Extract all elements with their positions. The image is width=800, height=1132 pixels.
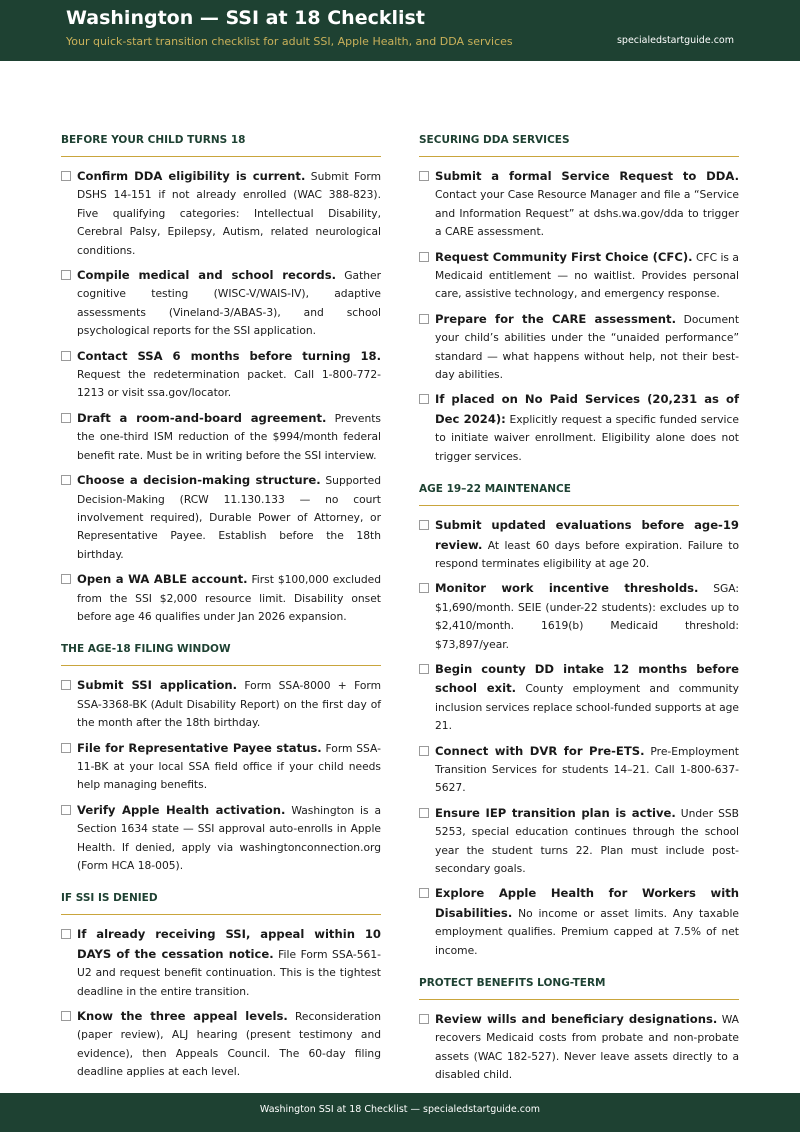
- item-heading: Ensure IEP transition plan is active.: [435, 805, 676, 820]
- checkbox[interactable]: [419, 252, 429, 262]
- checklist-item: [61, 347, 381, 403]
- checkbox[interactable]: [61, 929, 71, 939]
- section-protect-benefits-long-term: [419, 977, 739, 1110]
- checkbox[interactable]: [61, 351, 71, 361]
- item-text: WA recovers Medicaid costs from probate and non-probate assets (WAC 182-527). Never leave assets directly to a disabled child.: [435, 1013, 739, 1082]
- checklist-item: [61, 266, 381, 341]
- item-text: Under SSB 5253, special education continues through the school year the student turns 22. Plan must include post-secondary goals.: [435, 806, 740, 875]
- item-text: Prevents the one-third ISM reduction of the $994/month federal benefit rate. Must be in writing before the SSI interview.: [77, 411, 381, 462]
- checklist-item: [61, 676, 381, 732]
- checkbox[interactable]: [419, 583, 429, 593]
- page-title: Washington — SSI at 18 Checklist: [66, 7, 425, 29]
- checkbox[interactable]: [61, 680, 71, 690]
- checklist-item: [61, 471, 381, 564]
- section-age-19-22-maintenance: [419, 483, 739, 960]
- item-text: Supported Decision-Making (RCW 11.130.133 — no court involvement required), Durable Power of Attorney, or Representative Payee. Establish before the 18th birthday.: [77, 474, 381, 561]
- left-column: [61, 134, 381, 1099]
- section-title: IF SSI IS DENIED: [61, 892, 381, 915]
- checklist-item: [61, 925, 381, 1001]
- item-text: Pre-Employment Transition Services for students 14–21. Call 1-800-637-5627.: [435, 744, 740, 795]
- checkbox[interactable]: [419, 314, 429, 324]
- checkbox[interactable]: [419, 394, 429, 404]
- item-heading: If already receiving SSI, appeal within 10 DAYS of the cessation notice.: [77, 927, 381, 961]
- checkbox[interactable]: [419, 746, 429, 756]
- section-title: PROTECT BENEFITS LONG-TERM: [419, 977, 739, 1000]
- item-heading: Monitor work incentive thresholds.: [435, 581, 699, 596]
- checklist-item: [419, 579, 739, 654]
- section-if-ssi-is-denied: [61, 892, 381, 1081]
- item-text: Form SSA-11-BK at your local SSA field office if your child needs help managing benefits.: [77, 741, 381, 792]
- item-text: CFC is a Medicaid entitlement — no waitlist. Provides personal care, assistive technology, and emergency response.: [435, 250, 739, 301]
- item-heading: Submit a formal Service Request to DDA.: [435, 169, 739, 183]
- item-heading: Begin county DD intake 12 months before school exit.: [435, 661, 739, 696]
- item-heading: Open a WA ABLE account.: [77, 572, 248, 587]
- item-heading: Submit SSI application.: [77, 678, 238, 693]
- item-text: Reconsideration (paper review), ALJ hearing (present testimony and evidence), then Appeals Council. The 60-day filing deadline applies at each level.: [77, 1010, 381, 1079]
- checklist-item: [419, 390, 739, 466]
- item-heading: Verify Apple Health activation.: [77, 802, 286, 817]
- item-heading: Submit updated evaluations before age-19 review.: [435, 518, 739, 552]
- checkbox[interactable]: [419, 664, 429, 674]
- item-heading: Confirm DDA eligibility is current.: [77, 169, 306, 183]
- item-text: Explicitly request a specific funded service to initiate waiver enrollment. Eligibility alone does not trigger services.: [435, 412, 739, 463]
- checkbox[interactable]: [61, 270, 71, 280]
- item-heading: Explore Apple Health for Workers with Disabilities.: [435, 886, 739, 920]
- item-text: Document your child’s abilities under the “unaided performance” standard — what happens without help, not their best-day abilities.: [435, 312, 740, 382]
- item-text: At least 60 days before expiration. Failure to respond terminates eligibility at age 20.: [435, 538, 739, 570]
- checklist-item: [61, 409, 381, 465]
- item-text: First $100,000 excluded from the SSI $2,000 resource limit. Disability onset before age 46 qualifies under Jan 2026 expansion.: [77, 573, 381, 623]
- checklist-item: [419, 660, 739, 736]
- item-text: File Form SSA-561-U2 and request benefit continuation. This is the tightest deadline in the entire transition.: [77, 947, 382, 998]
- item-text: Washington is a Section 1634 state — SSI approval auto-enrolls in Apple Health. If denied, apply via washingtonconnection.org (Form HCA 18-005).: [77, 803, 381, 872]
- item-text: Request the redetermination packet. Call 1-800-772-1213 or visit ssa.gov/locator.: [77, 368, 381, 400]
- checkbox[interactable]: [61, 805, 71, 815]
- section-title: AGE 19–22 MAINTENANCE: [419, 483, 739, 506]
- page-header: [0, 0, 800, 61]
- section-the-age-18-filing-window: [61, 643, 381, 875]
- item-heading: Draft a room-and-board agreement.: [77, 410, 327, 425]
- checkbox[interactable]: [61, 171, 71, 181]
- checkbox[interactable]: [419, 1014, 429, 1024]
- section-title: THE AGE-18 FILING WINDOW: [61, 643, 381, 666]
- section-title: BEFORE YOUR CHILD TURNS 18: [61, 134, 381, 157]
- checkbox[interactable]: [61, 1011, 71, 1021]
- section-title: SECURING DDA SERVICES: [419, 134, 739, 157]
- checkbox[interactable]: [61, 475, 71, 485]
- item-heading: Prepare for the CARE assessment.: [435, 311, 676, 326]
- site-url[interactable]: specialedstartguide.com: [616, 35, 734, 46]
- checklist-item: [419, 516, 739, 573]
- checklist-item: [419, 1010, 739, 1085]
- item-heading: Choose a decision-making structure.: [77, 473, 321, 488]
- item-text: Form SSA-8000 + Form SSA-3368-BK (Adult Disability Report) on the first day of the month after the 18th birthday.: [77, 679, 381, 730]
- checkbox[interactable]: [419, 171, 429, 181]
- page-footer: Washington SSI at 18 Checklist — specialedstartguide.com: [0, 1093, 800, 1132]
- item-heading: Contact SSA 6 months before turning 18.: [77, 348, 381, 363]
- checklist-item: [419, 804, 739, 879]
- checklist-item: [419, 248, 739, 304]
- checkbox[interactable]: [419, 520, 429, 530]
- item-heading: Request Community First Choice (CFC).: [435, 249, 693, 264]
- item-text: Submit Form DSHS 14-151 if not already enrolled (WAC 388-823). Five qualifying categories: Intellectual Disability, Cerebral Palsy, Epilepsy, Autism, related neurological conditions.: [77, 170, 382, 257]
- right-column: [419, 134, 739, 1127]
- page-subtitle: Your quick-start transition checklist for adult SSI, Apple Health, and DDA services: [66, 35, 513, 48]
- checklist-item: [61, 167, 381, 260]
- checkbox[interactable]: [61, 574, 71, 584]
- item-text: Contact your Case Resource Manager and file a “Service and Information Request” at dshs.wa.gov/dda to trigger a CARE assessment.: [435, 188, 739, 239]
- item-text: County employment and community inclusion services replace school-funded supports at age 21.: [435, 682, 740, 733]
- checkbox[interactable]: [419, 888, 429, 898]
- item-heading: Review wills and beneficiary designations.: [435, 1012, 718, 1027]
- item-heading: If placed on No Paid Services (20,231 as of Dec 2024):: [435, 392, 739, 426]
- section-before-your-child-turns-18: [61, 134, 381, 626]
- checkbox[interactable]: [61, 413, 71, 423]
- item-heading: Know the three appeal levels.: [77, 1009, 288, 1024]
- checklist-item: [61, 801, 381, 876]
- checkbox[interactable]: [61, 743, 71, 753]
- item-heading: Compile medical and school records.: [77, 268, 337, 283]
- item-heading: Connect with DVR for Pre-ETS.: [435, 743, 645, 758]
- checklist-item: [61, 739, 381, 795]
- checklist-item: [61, 570, 381, 626]
- checklist-item: [419, 742, 739, 798]
- checklist-item: [61, 1007, 381, 1082]
- item-text: No income or asset limits. Any taxable employment qualifies. Premium capped at 7.5% of net income.: [435, 906, 739, 957]
- item-text: SGA: $1,690/month. SEIE (under-22 students): excludes up to $2,410/month. 1619(b) Medicaid threshold: $73,897/year.: [435, 582, 739, 651]
- item-heading: File for Representative Payee status.: [77, 740, 322, 755]
- checklist-item: [419, 884, 739, 960]
- section-securing-dda-services: [419, 134, 739, 466]
- checklist-item: [419, 167, 739, 242]
- checkbox[interactable]: [419, 808, 429, 818]
- item-text: Gather cognitive testing (WISC-V/WAIS-IV), adaptive assessments (Vineland-3/ABAS-3), and school psychological reports for the SSI application.: [77, 269, 381, 338]
- checklist-item: [419, 310, 739, 385]
